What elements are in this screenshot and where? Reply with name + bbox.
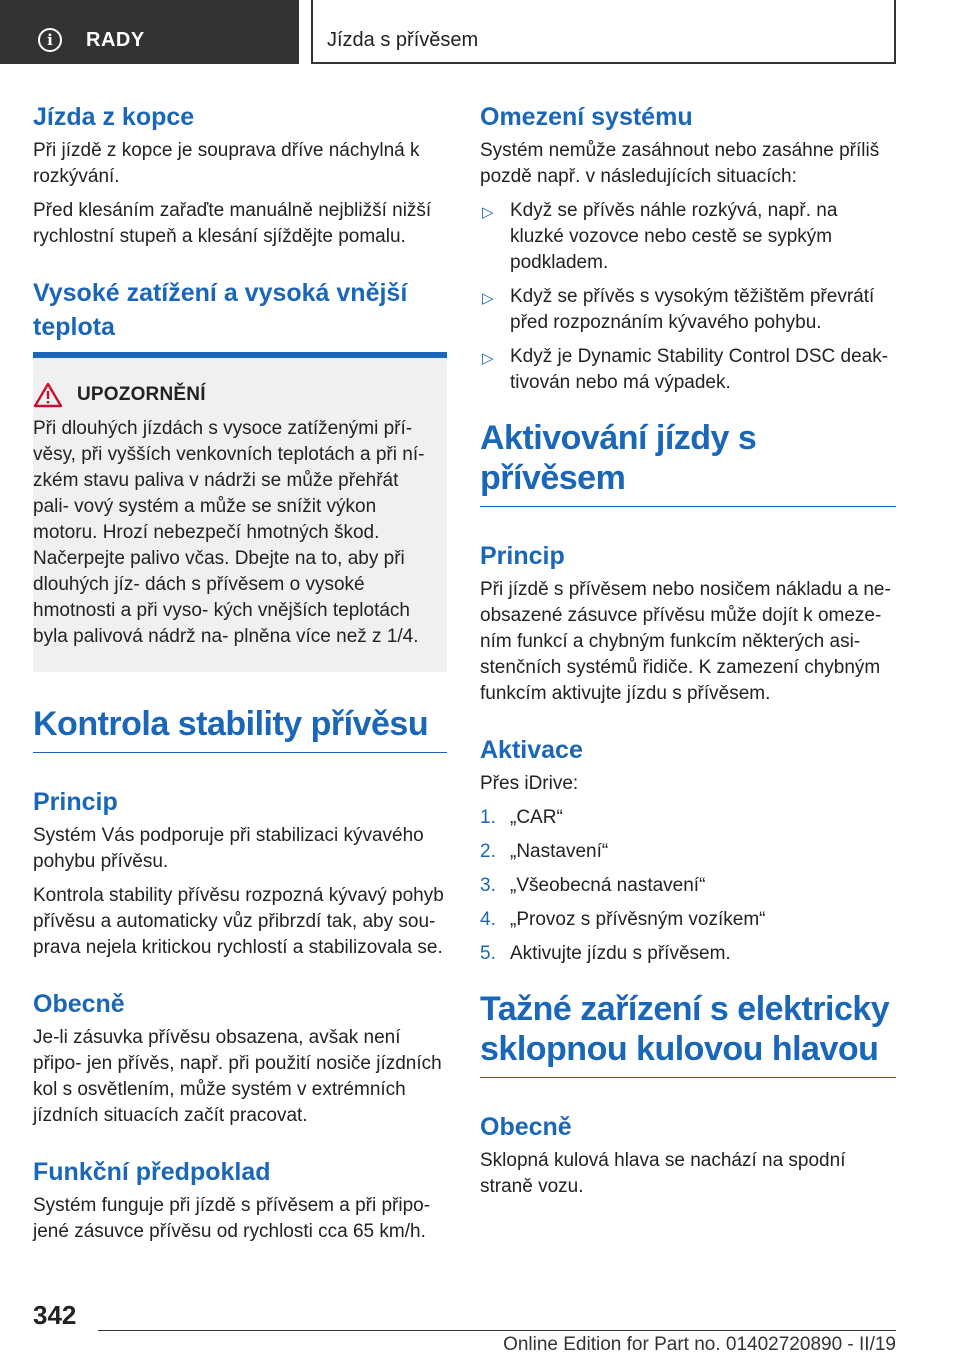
warning-text: Při dlouhých jízdách s vysoce zatíženými pří- věsy, při vyšších venkovních teplotách a při ní- zkém stavu paliva v nádrži se může přehřát pali- vový systém a může se snížit výkon motoru. Hrozí nebezpečí hmotných škod. Načerpejte palivo včas. Dbejte na to, aby při dlouhých jíz- dách s přívěsem o vysoké hmotnosti a při vyso- kých vnějších teplotách byla palivová nádrž na- plněna více než z 1/4.: [33, 418, 425, 647]
triangle-bullet-icon: ▷: [482, 350, 494, 367]
high-load-heading: Vysoké zatížení a vysoká vnější teplota: [33, 279, 408, 341]
stability-heading-wrap: [33, 704, 447, 753]
activation-steps: [480, 805, 896, 967]
footer-edition: Online Edition for Part no. 01402720890 - II/19: [503, 1334, 896, 1355]
list-item: 1. „CAR“: [480, 807, 563, 828]
right-column: [480, 100, 896, 1208]
warning-triangle-icon: [33, 382, 63, 408]
precondition-text: Systém funguje při jízdě s přívěsem a při připo- jené zásuvce přívěsu od rychlosti cca 65 km/h.: [33, 1195, 431, 1242]
towbar-general-heading: Obecně: [480, 1113, 572, 1141]
activate-heading: Aktivace: [480, 736, 583, 764]
limits-list: [480, 198, 896, 396]
activation-principle-heading: Princip: [480, 542, 565, 570]
activation-heading-wrap: [480, 418, 896, 507]
stability-principle-heading: Princip: [33, 788, 118, 816]
left-column: [33, 100, 447, 1253]
activate-intro: Přes iDrive:: [480, 773, 579, 794]
triangle-bullet-icon: ▷: [482, 204, 494, 221]
warning-box: [33, 352, 447, 672]
list-item: ▷ Když se přívěs náhle rozkývá, např. na kluzké vozovce nebo cestě se sypkým podkladem.: [482, 200, 838, 273]
downhill-paragraph-1: Při jízdě z kopce je souprava dříve náchylná k rozkývání.: [33, 140, 420, 187]
towbar-heading: Tažné zařízení s elektricky sklopnou kulovou hlavou: [480, 990, 890, 1068]
info-icon: i: [38, 28, 62, 52]
header-section-tab: [0, 0, 299, 64]
list-item: 5. Aktivujte jízdu s přívěsem.: [480, 943, 731, 964]
stability-general-heading: Obecně: [33, 990, 125, 1018]
warning-title: UPOZORNĚNÍ: [77, 384, 206, 405]
chapter-title: Jízda s přívěsem: [327, 29, 479, 51]
list-item: 3. „Všeobecná nastavení“: [480, 875, 706, 896]
activation-heading: Aktivování jízdy s přívěsem: [480, 419, 757, 497]
towbar-general-text: Sklopná kulová hlava se nachází na spodní straně vozu.: [480, 1150, 846, 1197]
limits-intro: Systém nemůže zasáhnout nebo zasáhne příliš pozdě např. v následujících situacích:: [480, 140, 880, 187]
stability-principle-paragraph-2: Kontrola stability přívěsu rozpozná kývavý pohyb přívěsu a automaticky vůz přibrzdí tak, aby sou- prava nejela kritickou rychlostí a stabilizovala se.: [33, 885, 444, 958]
stability-general-text: Je-li zásuvka přívěsu obsazena, avšak není připo- jen přívěs, např. při použití nosiče jízdních kol s osvětlením, může systém v extrémních jízdních situacích začít pracovat.: [33, 1027, 442, 1126]
section-label: RADY: [86, 29, 145, 51]
list-item: 2. „Nastavení“: [480, 841, 609, 862]
towbar-heading-wrap: [480, 989, 896, 1078]
stability-heading: Kontrola stability přívěsu: [33, 705, 429, 743]
footer-divider: [98, 1330, 896, 1331]
activation-principle-text: Při jízdě s přívěsem nebo nosičem nákladu a ne- obsazené zásuvce přívěsu může dojít k omeze- ním funkcí a chybným funkcím některých asi- stenčních systémů řidiče. K zamezení chybným funkcím aktivujte jízdu s přívěsem.: [480, 579, 891, 704]
limits-heading: Omezení systému: [480, 103, 693, 131]
header-chapter-tab: [311, 0, 896, 64]
page-number: 342: [33, 1300, 77, 1330]
downhill-heading: Jízda z kopce: [33, 103, 195, 131]
triangle-bullet-icon: ▷: [482, 290, 494, 307]
list-item: 4. „Provoz s přívěsným vozíkem“: [480, 909, 766, 930]
stability-principle-paragraph-1: Systém Vás podporuje při stabilizaci kývavého pohybu přívěsu.: [33, 825, 424, 872]
precondition-heading: Funkční předpoklad: [33, 1158, 271, 1186]
list-item: ▷ Když se přívěs s vysokým těžištěm převrátí před rozpoznáním kývavého pohybu.: [482, 286, 875, 333]
list-item: ▷ Když je Dynamic Stability Control DSC deak- tivován nebo má výpadek.: [482, 346, 889, 393]
downhill-paragraph-2: Před klesáním zařaďte manuálně nejbližší nižší rychlostní stupeň a klesání sjíždějte pomalu.: [33, 200, 432, 247]
